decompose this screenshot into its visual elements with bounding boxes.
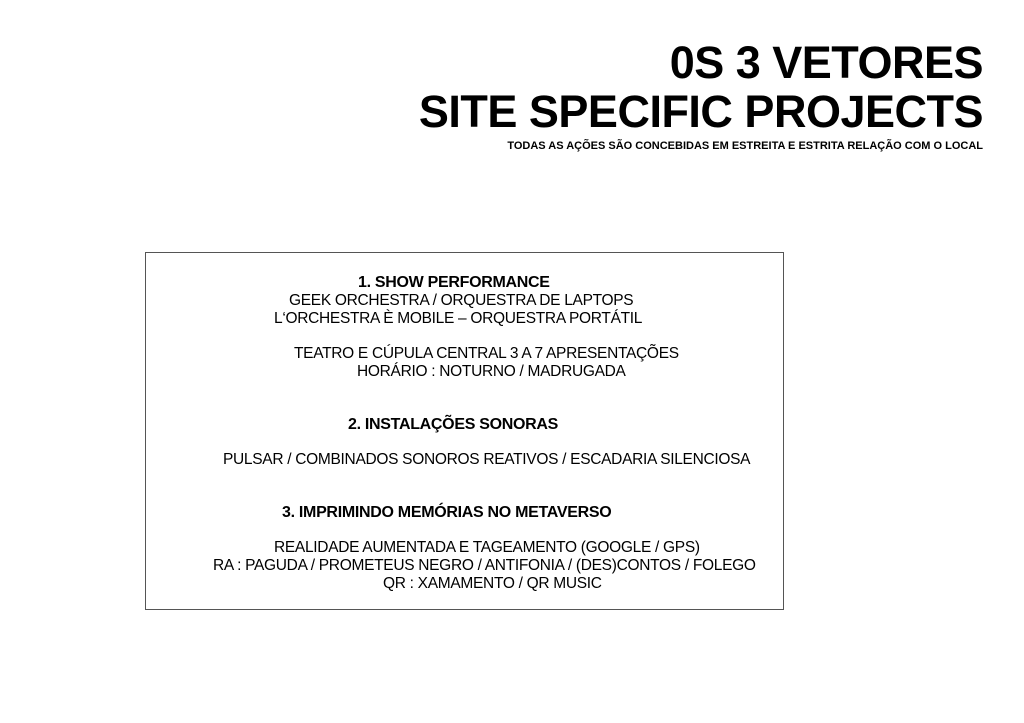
section-metaverse-line-3: QR : XAMAMENTO / QR MUSIC: [383, 575, 602, 592]
section-show-line-2: L‘ORCHESTRA È MOBILE – ORQUESTRA PORTÁTIL: [274, 310, 643, 327]
section-show-line-1: GEEK ORCHESTRA / ORQUESTRA DE LAPTOPS: [289, 292, 634, 309]
section-installations-heading: 2. INSTALAÇÕES SONORAS: [348, 416, 559, 433]
section-metaverse-line-2: RA : PAGUDA / PROMETEUS NEGRO / ANTIFONIA / (DES)CONTOS / FOLEGO: [213, 557, 756, 574]
section-installations-line-1: PULSAR / COMBINADOS SONOROS REATIVOS / ESCADARIA SILENCIOSA: [223, 451, 751, 468]
page-subtitle: TODAS AS AÇÕES SÃO CONCEBIDAS EM ESTREITA E ESTRITA RELAÇÃO COM O LOCAL: [507, 140, 983, 152]
section-show-line-4: HORÁRIO : NOTURNO / MADRUGADA: [357, 363, 626, 380]
section-metaverse-heading: 3. IMPRIMINDO MEMÓRIAS NO METAVERSO: [282, 504, 612, 521]
page-header: [419, 38, 983, 153]
projects-box: [145, 252, 784, 610]
page-title-line-1: 0S 3 VETORES: [669, 37, 983, 88]
section-show-line-3: TEATRO E CÚPULA CENTRAL 3 A 7 APRESENTAÇÕES: [294, 345, 679, 362]
page-title-line-2: SITE SPECIFIC PROJECTS: [418, 86, 983, 137]
section-show-heading: 1. SHOW PERFORMANCE: [358, 274, 550, 291]
section-metaverse-line-1: REALIDADE AUMENTADA E TAGEAMENTO (GOOGLE / GPS): [274, 539, 700, 556]
